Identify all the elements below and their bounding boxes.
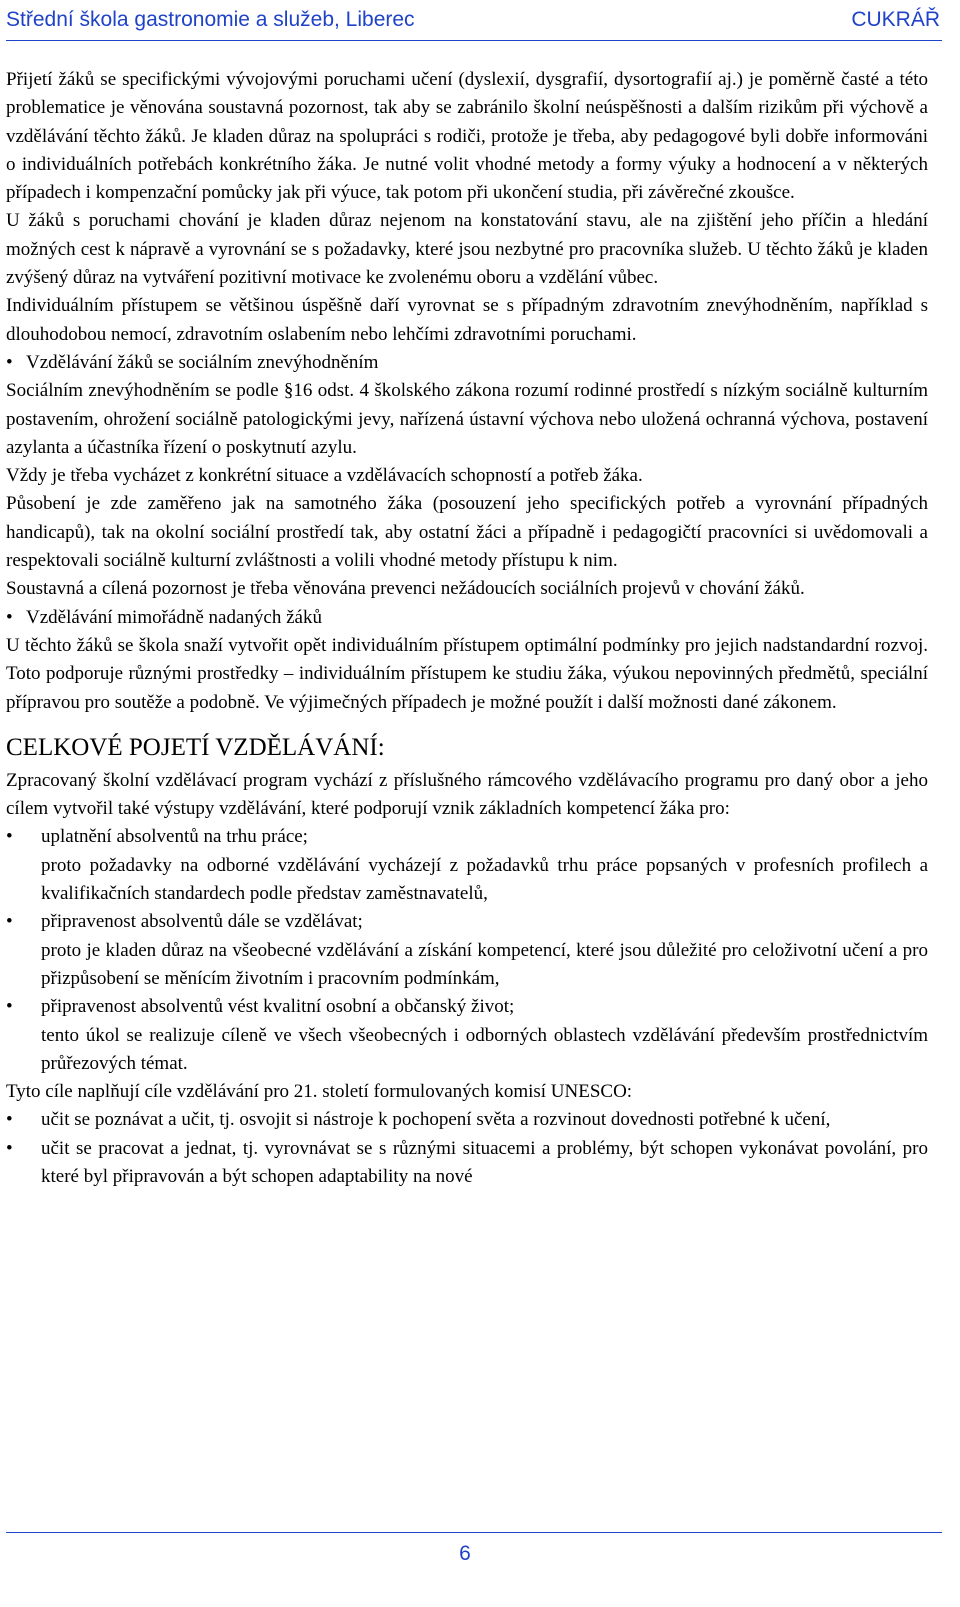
unesco-list xyxy=(6,1106,928,1191)
list-item xyxy=(6,908,928,993)
document-body xyxy=(6,66,928,1191)
bullet-social-disadvantage xyxy=(6,349,928,377)
bullet-label: Vzdělávání žáků se sociálním znevýhodněním xyxy=(26,351,379,373)
school-name: Střední škola gastronomie a služeb, Liberec xyxy=(6,8,415,31)
paragraph-social-definition: Sociálním znevýhodněním se podle §16 odst. 4 školského zákona rozumí rodinné prostředí s nízkým sociálně kulturním postavením, ohrožení sociálně patologickými jevy, nařízená ústavní výchova nebo uložená ochranná výchova, postavení azylanta a účastníka řízení o poskytnutí azylu. xyxy=(6,380,928,458)
paragraph-action: Působení je zde zaměřeno jak na samotného žáka (posouzení jeho specifických potřeb a vyrovnání případných handicapů), tak na okolní sociální prostředí tak, aby ostatní žáci a případně i pedagogičtí pracovníci si uvědomovali a respektovali sociálně kulturní zvláštnosti a volili vhodné metody přístupu k nim. xyxy=(6,493,928,572)
list-item xyxy=(6,1106,928,1134)
goal-text: tento úkol se realizuje cíleně ve všech všeobecných i odborných oblastech vzdělávání především prostřednictvím průřezových témat. xyxy=(41,1024,928,1074)
goals-list xyxy=(6,823,928,1078)
list-item xyxy=(6,993,928,1078)
goal-title: připravenost absolventů vést kvalitní osobní a občanský život; xyxy=(41,996,515,1018)
page-header xyxy=(6,4,954,38)
bullet-icon: • xyxy=(6,826,13,848)
goal-text: proto požadavky na odborné vzdělávání vycházejí z požadavků trhu práce popsaných v profesních profilech a kvalifikačních standardech podle představ zaměstnavatelů, xyxy=(41,854,928,905)
goal-title: uplatnění absolventů na trhu práce; xyxy=(41,826,308,848)
paragraph-concrete-situation: Vždy je třeba vycházet z konkrétní situace a vzdělávacích schopností a potřeb žáka. xyxy=(6,465,643,487)
section-heading: CELKOVÉ POJETÍ VZDĚLÁVÁNÍ: xyxy=(6,733,385,761)
bullet-icon: • xyxy=(6,1137,13,1159)
bullet-gifted xyxy=(6,604,928,632)
paragraph-unesco: Tyto cíle naplňují cíle vzdělávání pro 21. století formulovaných komisí UNESCO: xyxy=(6,1081,633,1103)
unesco-goal: učit se poznávat a učit, tj. osvojit si nástroje k pochopení světa a rozvinout dovednosti potřebné k učení, xyxy=(41,1109,831,1131)
program-name: CUKRÁŘ xyxy=(851,8,940,31)
list-item xyxy=(6,823,928,908)
list-item xyxy=(6,1135,928,1192)
header-rule xyxy=(6,40,942,41)
paragraph-health-disadvantage: Individuálním přístupem se většinou úspěšně daří vyrovnat se s případným zdravotním znevýhodněním, například s dlouhodobou nemocí, zdravotním oslabením nebo lehčími zdravotními poruchami. xyxy=(6,295,928,345)
paragraph-learning-disorders: Přijetí žáků se specifickými vývojovými poruchami učení (dyslexií, dysgrafií, dysortografií aj.) je poměrně časté a této problematice je věnována soustavná pozornost, tak aby se zabránilo školní neúspěšnosti a dalším rizikům při výchově a vzdělávání těchto žáků. Je kladen důraz na spolupráci s rodiči, protože je třeba, aby pedagogové byli dobře informováni o individuálních potřebách konkrétního žáka. Je nutné volit vhodné metody a formy výuky a hodnocení a v některých případech i kompenzační pomůcky jak při výuce, tak potom při ukončení studia, při závěrečné zkoušce. xyxy=(6,69,928,204)
bullet-label: Vzdělávání mimořádně nadaných žáků xyxy=(26,606,322,628)
paragraph-program: Zpracovaný školní vzdělávací program vychází z příslušného rámcového vzdělávacího programu pro daný obor a jeho cílem vytvořil také výstupy vzdělávání, které podporují vznik základních kompetencí žáka pro: xyxy=(6,769,928,820)
paragraph-prevention: Soustavná a cílená pozornost je třeba věnována prevenci nežádoucích sociálních projevů v chování žáků. xyxy=(6,578,805,600)
goal-title: připravenost absolventů dále se vzdělávat; xyxy=(41,911,363,933)
paragraph-gifted: U těchto žáků se škola snaží vytvořit opět individuálním přístupem optimální podmínky pro jejich nadstandardní rozvoj. Toto podporuje různými prostředky – individuálním přístupem ke studiu žáka, výukou nepovinných předmětů, speciální přípravou pro soutěže a podobně. Ve výjimečných případech je možné použít i další možnosti dané zákonem. xyxy=(6,634,928,713)
bullet-icon: • xyxy=(6,351,13,373)
bullet-icon: • xyxy=(6,606,13,628)
unesco-goal: učit se pracovat a jednat, tj. vyrovnávat se s různými situacemi a problémy, být schopen vykonávat povolání, pro které byl připravován a být schopen adaptability na nové xyxy=(41,1137,928,1187)
footer-rule xyxy=(6,1532,942,1533)
paragraph-behavior-disorders: U žáků s poruchami chování je kladen důraz nejenom na konstatování stavu, ale na zjištění jeho příčin a hledání možných cest k nápravě a vyrovnání se s požadavky, které jsou nezbytné pro pracovníka služeb. U těchto žáků je kladen zvýšený důraz na vytváření pozitivní motivace ke zvolenému oboru a vzdělání vůbec. xyxy=(6,210,928,289)
bullet-icon: • xyxy=(6,1109,13,1131)
bullet-icon: • xyxy=(6,996,13,1018)
goal-text: proto je kladen důraz na všeobecné vzdělávání a získání kompetencí, které jsou důležité pro celoživotní učení a pro přizpůsobení se měnícím životním i pracovním podmínkám, xyxy=(41,939,928,989)
bullet-icon: • xyxy=(6,911,13,933)
page-number: 6 xyxy=(459,1542,471,1565)
